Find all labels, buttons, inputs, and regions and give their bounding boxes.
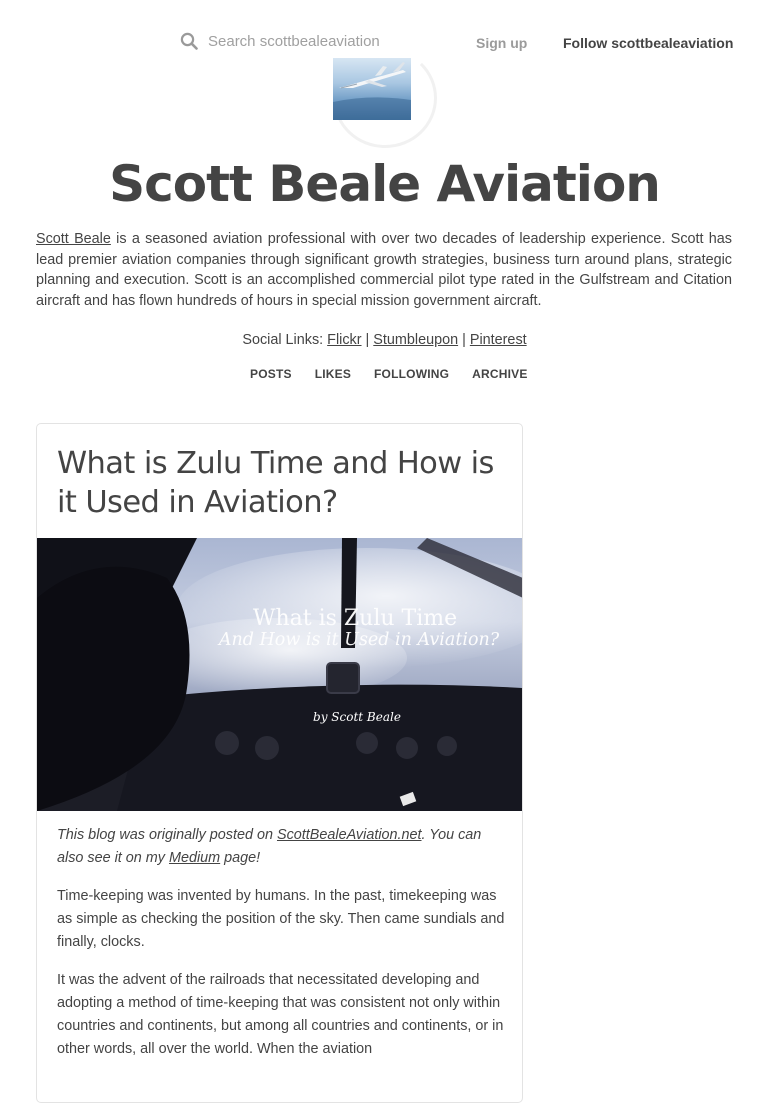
medium-link[interactable]: Medium: [168, 850, 221, 866]
social-separator: |: [458, 332, 470, 348]
search-bar[interactable]: [180, 32, 438, 50]
blog-description: [36, 229, 732, 311]
scottbealeaviation-link[interactable]: ScottBealeAviation.net: [276, 827, 422, 843]
nav-following[interactable]: FOLLOWING: [374, 367, 450, 381]
blog-avatar[interactable]: [333, 58, 411, 120]
blog-nav: [250, 367, 528, 381]
nav-posts[interactable]: POSTS: [250, 367, 292, 381]
flickr-link[interactable]: Flickr: [327, 332, 362, 348]
pinterest-link[interactable]: Pinterest: [469, 332, 527, 348]
post-card: [36, 423, 523, 1103]
social-prefix: Social Links:: [242, 332, 328, 348]
image-heading-line2: And How is it Used in Aviation?: [218, 630, 500, 650]
nav-likes[interactable]: LIKES: [314, 367, 352, 381]
image-heading-line1: What is Zulu Time: [252, 606, 458, 631]
post-paragraph: Time-keeping was invented by humans. In the past, timekeeping was as simple as checking the position of the sky. Then came sundials and finally, clocks.: [57, 888, 505, 950]
post-intro: [57, 824, 507, 870]
image-byline: by Scott Beale: [313, 710, 401, 724]
author-link[interactable]: Scott Beale: [36, 231, 111, 247]
intro-text: . You can also see it on my: [57, 827, 482, 866]
description-text: is a seasoned aviation professional with over two decades of leadership experience. Scott has lead premier aviation companies through significant growth strategies, business turn around plans, strategic planning and execution. Scott is an accomplished commercial pilot type rated in the Gulfstream and Citation aircraft and has flown hundreds of hours in special mission government aircraft.: [36, 231, 732, 309]
jet-aircraft-image: [333, 58, 411, 120]
blog-title[interactable]: Scott Beale Aviation: [109, 155, 660, 213]
stumbleupon-link[interactable]: Stumbleupon: [373, 332, 459, 348]
intro-text: This blog was originally posted on: [57, 827, 277, 843]
social-separator: |: [361, 332, 374, 348]
intro-text: page!: [220, 850, 261, 866]
post-body: [57, 824, 507, 1076]
nav-archive[interactable]: ARCHIVE: [472, 367, 528, 381]
sign-up-link[interactable]: Sign up: [476, 35, 528, 51]
social-links: [0, 332, 769, 348]
search-icon: [180, 32, 198, 50]
search-input[interactable]: [208, 33, 438, 50]
post-title[interactable]: What is Zulu Time and How is it Used in Aviation?: [57, 446, 494, 520]
post-paragraph: It was the advent of the railroads that necessitated developing and adopting a method of time-keeping that was consistent not only within countries and continents, but among all countries and continents, or in other words, all over the world. When the aviation: [57, 972, 504, 1057]
post-cover-image[interactable]: [37, 538, 523, 811]
follow-button[interactable]: Follow scottbealeaviation: [563, 35, 734, 51]
